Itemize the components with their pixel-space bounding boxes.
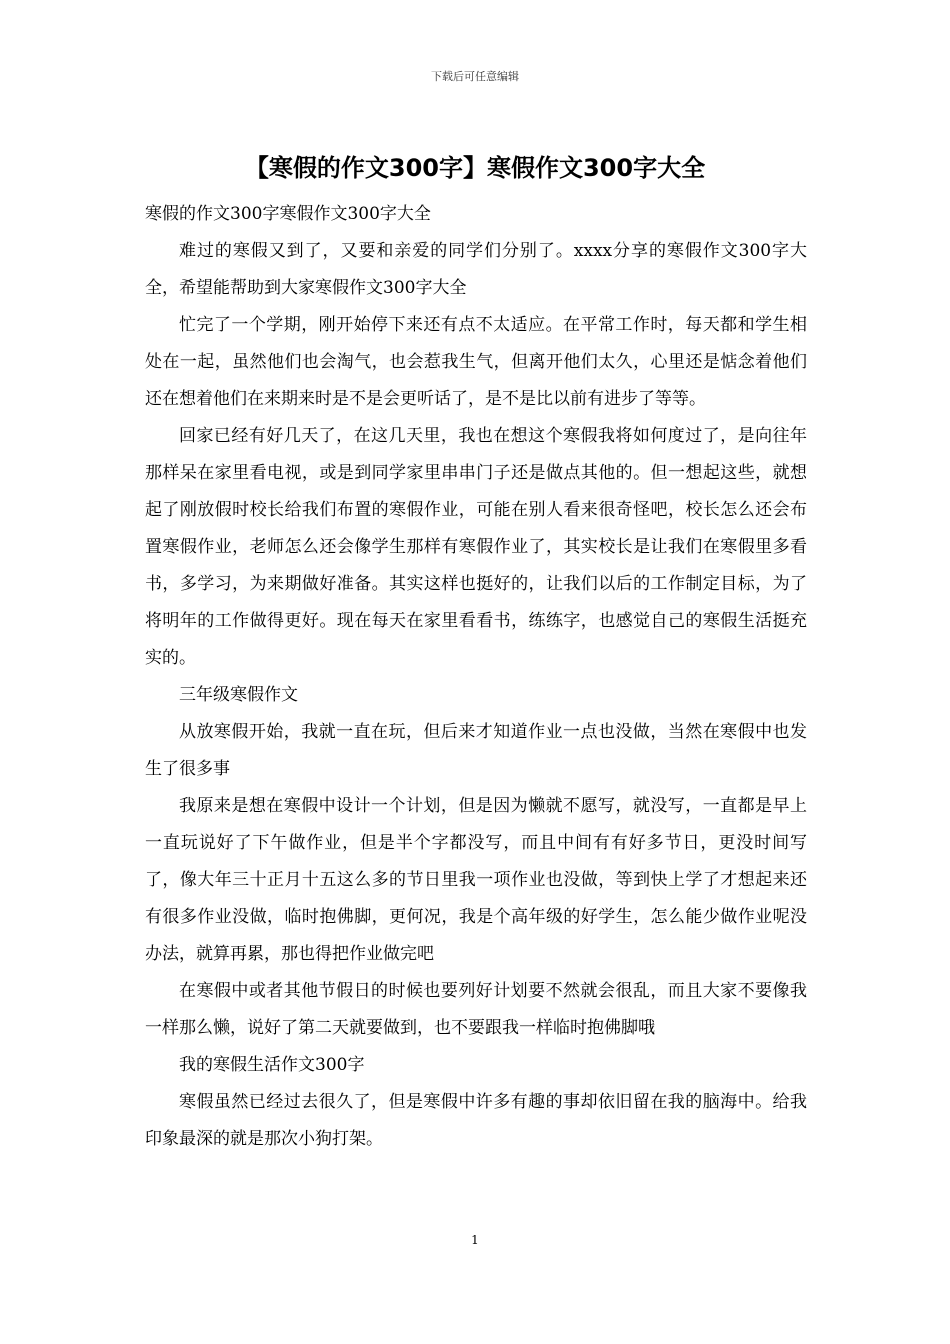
- paragraph: 从放寒假开始，我就一直在玩，但后来才知道作业一点也没做，当然在寒假中也发生了很多事: [145, 722, 807, 779]
- paragraph: 难过的寒假又到了，又要和亲爱的同学们分别了。xxxx分享的寒假作文300字大全，希望能帮助到大家寒假作文300字大全: [145, 241, 807, 298]
- paragraph: 忙完了一个学期，刚开始停下来还有点不太适应。在平常工作时，每天都和学生相处在一起，虽然他们也会淘气，也会惹我生气，但离开他们太久，心里还是惦念着他们还在想着他们在来期来时是不是会更听话了，是不是比以前有进步了等等。: [145, 315, 807, 409]
- paragraph: 寒假虽然已经过去很久了，但是寒假中许多有趣的事却依旧留在我的脑海中。给我印象最深的就是那次小狗打架。: [145, 1092, 807, 1149]
- section-heading: 三年级寒假作文: [179, 685, 298, 705]
- header-note: 下载后可任意编辑: [431, 70, 519, 83]
- page-number: 1: [471, 1233, 479, 1247]
- document-body: [145, 196, 807, 1158]
- paragraph: 回家已经有好几天了，在这几天里，我也在想这个寒假我将如何度过了，是向往年那样呆在家里看电视，或是到同学家里串串门子还是做点其他的。但一想起这些，就想起了刚放假时校长给我们布置的寒假作业，可能在别人看来很奇怪吧，校长怎么还会布置寒假作业，老师怎么还会像学生那样有寒假作业了，其实校长是让我们在寒假里多看书，多学习，为来期做好准备。其实这样也挺好的，让我们以后的工作制定目标，为了将明年的工作做得更好。现在每天在家里看看书，练练字，也感觉自己的寒假生活挺充实的。: [145, 426, 807, 668]
- paragraph: 在寒假中或者其他节假日的时候也要列好计划要不然就会很乱，而且大家不要像我一样那么懒，说好了第二天就要做到，也不要跟我一样临时抱佛脚哦: [145, 981, 807, 1038]
- section-heading: 我的寒假生活作文300字: [179, 1055, 365, 1075]
- document-subtitle: 寒假的作文300字寒假作文300字大全: [145, 204, 431, 224]
- paragraph: 我原来是想在寒假中设计一个计划，但是因为懒就不愿写，就没写，一直都是早上一直玩说好了下午做作业，但是半个字都没写，而且中间有有好多节日，更没时间写了，像大年三十正月十五这么多的节日里我一项作业也没做，等到快上学了才想起来还有很多作业没做，临时抱佛脚，更何况，我是个高年级的好学生，怎么能少做作业呢没办法，就算再累，那也得把作业做完吧: [145, 796, 807, 964]
- document-title: 【寒假的作文300字】寒假作文300字大全: [244, 154, 706, 182]
